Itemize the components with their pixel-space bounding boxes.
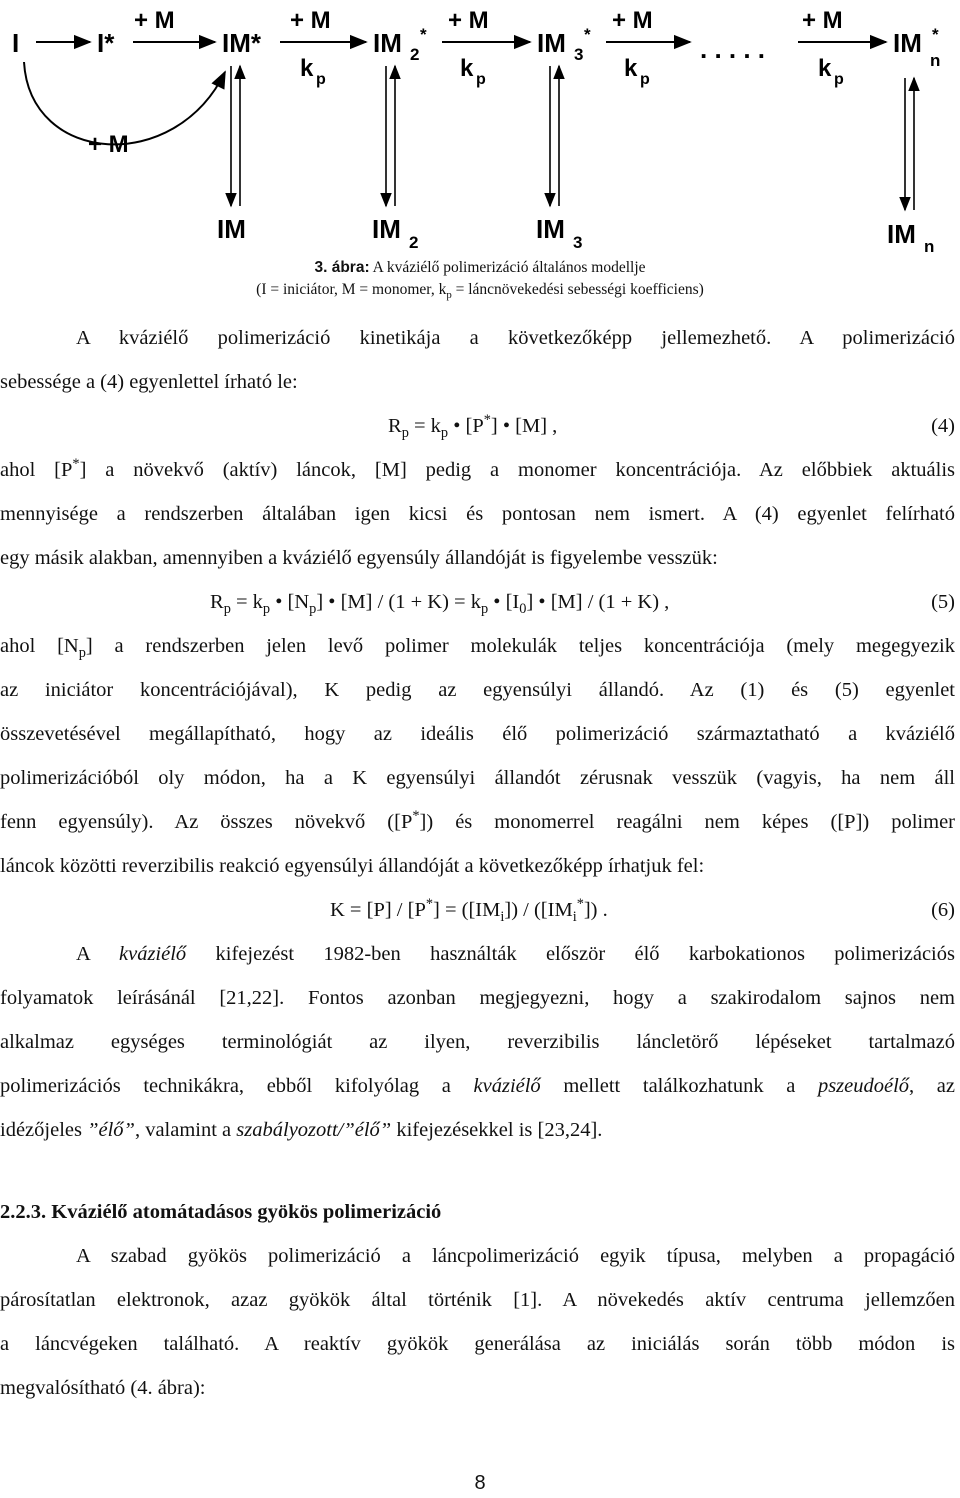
svg-text:k: k <box>624 55 638 82</box>
svg-text:*: * <box>932 25 939 44</box>
ellipsis-dots: . . . . . <box>700 34 766 64</box>
species-IMn-star <box>893 25 940 70</box>
paragraph-line: alkalmaz egységes terminológiát az ilyen, reverzibilis láncletörő lépéseket tartalmazó <box>0 1031 955 1053</box>
paragraph-line: ahol [P*] a növekvő (aktív) láncok, [M] pedig a monomer koncentrációja. Az előbbiek aktuális <box>0 456 955 481</box>
label-plus-M-5: + M <box>802 7 843 34</box>
svg-text:n: n <box>924 237 935 255</box>
paragraph-line: A szabad gyökös polimerizáció a láncpolimerizáció egyik típusa, melyben a propagáció <box>76 1245 955 1267</box>
label-kp-2 <box>460 55 486 88</box>
equation-number-6: (6) <box>931 899 955 921</box>
label-plus-M-2: + M <box>290 7 331 34</box>
svg-text:IM: IM <box>536 214 565 244</box>
svg-text:*: * <box>420 25 427 44</box>
paragraph-line: polimerizációs technikákra, ebből kifolyólag a kváziélő mellett találkozhatunk a pszeudoélő, az <box>0 1075 956 1097</box>
figure-title: A kváziélő polimerizáció általános modellje <box>372 259 646 276</box>
paragraph-line: fenn egyensúly). Az összes növekvő ([P*]) és monomerrel reagálni nem képes ([P]) polimer <box>0 808 956 833</box>
paragraph-line: a láncvégeken található. A reaktív gyökök generálása az iniciálás során több módon is <box>0 1333 955 1355</box>
equilibrium-arrows-IM2 <box>386 66 395 206</box>
svg-text:IM: IM <box>373 28 402 58</box>
section-heading: 2.2.3. Kváziélő atomátadásos gyökös polimerizáció <box>0 1201 442 1223</box>
label-kp-4 <box>818 55 844 88</box>
svg-text:n: n <box>930 51 941 70</box>
species-IM: IM <box>217 214 246 244</box>
svg-text:IM: IM <box>887 219 916 249</box>
svg-text:*: * <box>584 25 591 44</box>
paragraph-line: egy másik alakban, amennyiben a kváziélő egyensúly állandóját is figyelembe vesszük: <box>0 547 718 569</box>
equilibrium-arrows-IM3 <box>550 66 559 206</box>
paragraph-line: párosítatlan elektronok, azaz gyökök által történik [1]. A növekedés aktív centruma jellemzően <box>0 1289 955 1311</box>
species-I: I <box>12 28 20 58</box>
paragraph-line: megvalósítható (4. ábra): <box>0 1377 206 1399</box>
label-plus-M-3: + M <box>448 7 489 34</box>
species-IM2 <box>372 214 418 252</box>
paragraph-line: összevetésével megállapítható, hogy az ideális élő polimerizáció származtatható a kváziélő <box>0 723 955 745</box>
equation-number-4: (4) <box>931 415 955 437</box>
figure-caption-line1 <box>0 258 960 278</box>
equation-6: $K = [P] / [P^*] = ([IM_i]) / ([IM_i^*])$ . <box>330 896 608 926</box>
svg-text:p: p <box>316 71 326 88</box>
species-I-star: I* <box>97 28 115 58</box>
figure-number: 3. ábra: <box>314 259 370 276</box>
label-plus-M-curve: + M <box>88 131 129 158</box>
paragraph-line: idézőjeles ”élő”, valamint a szabályozott/”élő” kifejezésekkel is [23,24]. <box>0 1119 603 1141</box>
paragraph-line: folyamatok leírásánál [21,22]. Fontos azonban megjegyezni, hogy a szakirodalom sajnos nem <box>0 987 955 1009</box>
equation-5: $R_p = k_p$ • $[N_p]$ • $[M] / (1 + K) = k_p$ • $[I_0]$ • [M] / (1 + K) , <box>210 591 670 618</box>
species-IM-star: IM* <box>222 28 261 58</box>
label-kp-1 <box>300 55 326 88</box>
figure-caption-legend: (I = iniciátor, M = monomer, $k_p$ = láncnövekedési sebességi koefficiens) <box>256 281 704 302</box>
svg-text:p: p <box>640 71 650 88</box>
paragraph-line: polimerizációból oly módon, ha a K egyensúlyi állandót zérusnak vesszük (vagyis, ha nem áll <box>0 767 955 789</box>
svg-text:IM: IM <box>893 28 922 58</box>
species-IM3-star <box>537 25 591 64</box>
label-plus-M-4: + M <box>612 7 653 34</box>
svg-text:2: 2 <box>410 45 420 64</box>
svg-text:IM: IM <box>537 28 566 58</box>
paragraph-line: láncok közötti reverzibilis reakció egyensúlyi állandóját a következőképp írhatjuk fel: <box>0 855 705 877</box>
paragraph-line: sebessége a (4) egyenlettel írható le: <box>0 371 298 393</box>
equilibrium-arrows-IM <box>231 66 240 206</box>
svg-text:k: k <box>460 55 474 82</box>
equilibrium-arrows-IMn <box>905 78 914 210</box>
equation-number-5: (5) <box>931 591 955 613</box>
svg-text:3: 3 <box>573 233 583 252</box>
svg-text:k: k <box>818 55 832 82</box>
label-kp-3 <box>624 55 650 88</box>
paragraph-line: mennyisége a rendszerben általában igen kicsi és pontosan nem ismert. A (4) egyenlet felírható <box>0 503 955 525</box>
svg-text:k: k <box>300 55 314 82</box>
svg-text:IM: IM <box>372 214 401 244</box>
paragraph-line: A kváziélő polimerizáció kinetikája a következőképp jellemezhető. A polimerizáció <box>76 327 955 349</box>
paragraph-line: A kváziélő kifejezést 1982-ben használták először élő karbokationos polimerizációs <box>76 943 955 965</box>
svg-text:p: p <box>476 71 486 88</box>
label-plus-M-1: + M <box>134 7 175 34</box>
equation-4: $R_p = k_p$ • [P*] • [M] , <box>388 412 558 442</box>
paragraph-line: ahol $[N_p]$ a rendszerben jelen levő polimer molekulák teljes koncentrációja (mely megegyezik <box>0 635 956 662</box>
svg-text:2: 2 <box>409 233 419 252</box>
svg-text:p: p <box>834 71 844 88</box>
svg-text:3: 3 <box>574 45 584 64</box>
paragraph-line: az iniciátor koncentrációjával), K pedig az egyensúlyi állandó. Az (1) és (5) egyenlet <box>0 679 955 701</box>
species-IM2-star <box>373 25 427 64</box>
reaction-scheme-diagram <box>0 0 960 255</box>
species-IMn <box>887 219 934 255</box>
page-number: 8 <box>474 1472 486 1494</box>
species-IM3 <box>536 214 582 252</box>
